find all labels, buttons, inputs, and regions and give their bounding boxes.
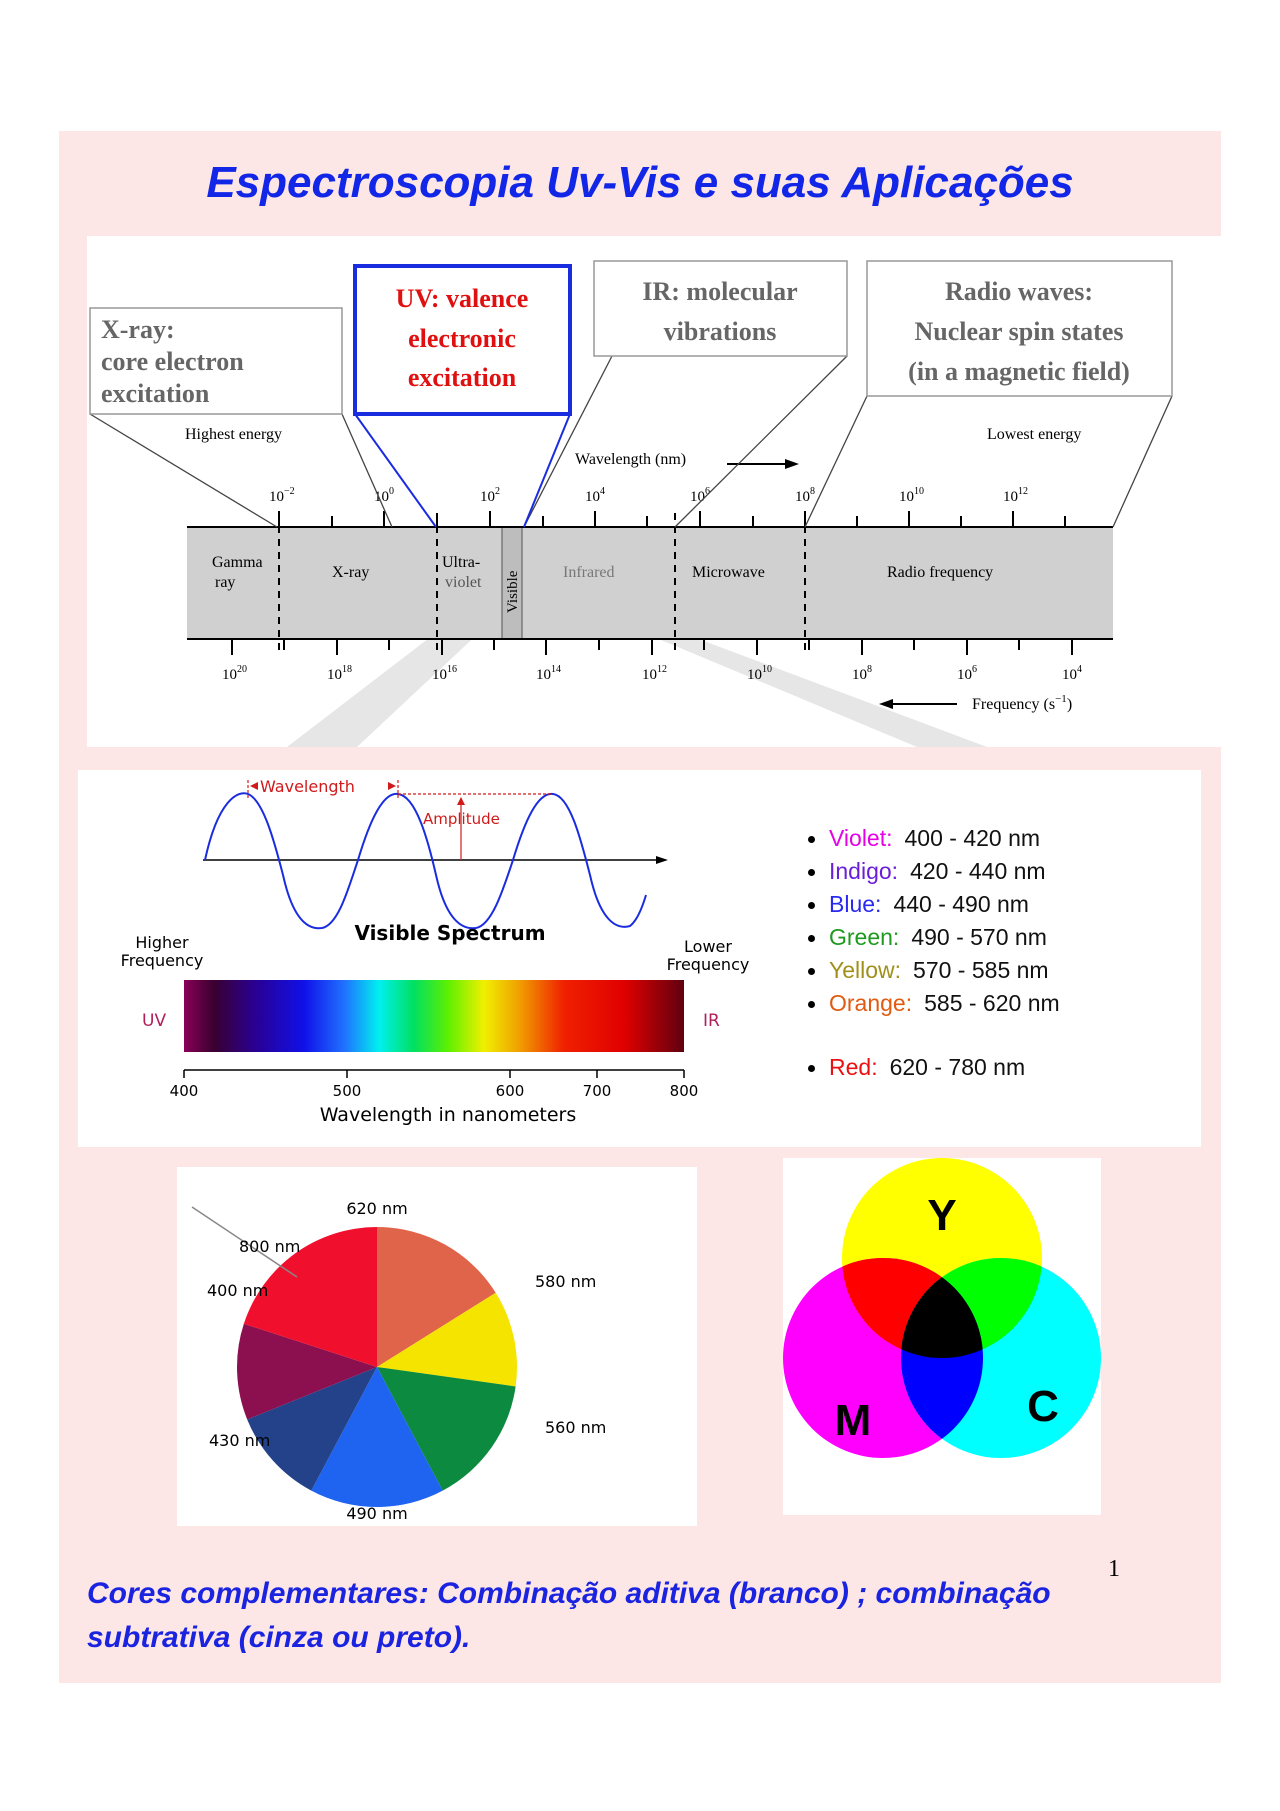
xray-callout-line2: core electron — [101, 347, 244, 376]
color-name: Red: — [829, 1054, 878, 1080]
color-wheel — [237, 1227, 517, 1507]
lower-frequency-line1: Lower — [684, 937, 732, 956]
uv-callout-line2: electronic — [408, 324, 516, 353]
list-item — [808, 924, 1047, 951]
wl-tick-6: $10^8$ — [795, 486, 815, 505]
wheel-label-430: 430 nm — [209, 1431, 271, 1450]
fr-tick-3: $10^{16}$ — [432, 664, 457, 683]
radio-callout-line2: Nuclear spin states — [914, 317, 1124, 346]
uv-callout-line3: excitation — [407, 363, 517, 392]
wheel-label-800: 800 nm — [239, 1237, 301, 1256]
fr-tick-5: $10^{12}$ — [642, 664, 667, 683]
wavelength-marker-label: Wavelength — [260, 777, 355, 796]
wave-axis-arrow-icon — [656, 856, 668, 864]
venn-label-m: M — [834, 1396, 872, 1445]
wavelength-left-arrow-icon — [250, 782, 258, 790]
color-range: 420 - 440 nm — [910, 858, 1046, 884]
radio-callout-line1: Radio waves: — [944, 277, 1094, 306]
visible-spectrum-title: Visible Spectrum — [354, 921, 546, 945]
fr-tick-8: $10^6$ — [957, 664, 977, 683]
region-gamma-1: Gamma — [212, 554, 263, 571]
wl-tick-5: $10^6$ — [690, 486, 710, 505]
spectrum-tick-600: 600 — [495, 1082, 525, 1100]
wheel-label-580: 580 nm — [535, 1272, 597, 1291]
color-name: Orange: — [829, 990, 913, 1016]
wavelength-tick-labels — [269, 486, 1028, 505]
higher-frequency-line2: Frequency — [120, 951, 204, 970]
fr-tick-7: $10^8$ — [852, 664, 872, 683]
wavelength-axis-label: Wavelength (nm) — [575, 451, 687, 468]
wheel-label-400: 400 nm — [207, 1281, 269, 1300]
list-item — [808, 957, 1049, 984]
color-name: Yellow: — [829, 957, 902, 983]
wl-tick-1: $10^{-2}$ — [269, 486, 295, 505]
spectrum-axis-label: Wavelength in nanometers — [319, 1104, 577, 1126]
spectrum-tick-400: 400 — [169, 1082, 199, 1100]
radio-callout-line3: (in a magnetic field) — [908, 357, 1130, 386]
region-gamma-2: ray — [215, 574, 236, 591]
page-title: Espectroscopia Uv-Vis e suas Aplicações — [206, 158, 1074, 207]
color-range: 490 - 570 nm — [911, 924, 1047, 950]
list-item — [808, 990, 1060, 1017]
wl-tick-8: $10^{12}$ — [1003, 486, 1028, 505]
wavelength-arrow-icon — [785, 459, 799, 469]
venn-label-y: Y — [927, 1191, 957, 1240]
bullet-icon — [808, 968, 815, 975]
spectrum-axis-ticks — [170, 1082, 699, 1100]
amplitude-marker-label: Amplitude — [423, 810, 500, 828]
bullet-icon — [808, 869, 815, 876]
wheel-label-560: 560 nm — [545, 1418, 607, 1437]
color-name: Violet: — [829, 825, 893, 851]
wl-tick-4: $10^4$ — [585, 486, 605, 505]
color-wheel-diagram — [177, 1167, 697, 1526]
list-item — [808, 891, 1029, 918]
color-wheel-panel — [177, 1167, 697, 1526]
color-range: 620 - 780 nm — [889, 1054, 1026, 1080]
ir-callout-line1: IR: molecular — [642, 277, 798, 306]
spectrum-tick-800: 800 — [669, 1082, 699, 1100]
fr-tick-9: $10^4$ — [1062, 664, 1082, 683]
frequency-tick-labels — [222, 664, 1082, 683]
lower-frequency-line2: Frequency — [666, 955, 750, 974]
fr-tick-6: $10^{10}$ — [747, 664, 772, 683]
wheel-label-490: 490 nm — [346, 1504, 408, 1523]
venn-label-c: C — [1027, 1382, 1059, 1431]
region-microwave: Microwave — [692, 564, 765, 581]
uv-callout-line1: UV: valence — [395, 284, 529, 313]
ir-callout-line2: vibrations — [663, 317, 777, 346]
list-item — [808, 1054, 1025, 1081]
list-item — [808, 825, 1040, 852]
fr-tick-1: $10^{20}$ — [222, 664, 247, 683]
frequency-axis-label: Frequency $(s^{-1})$ — [972, 693, 1073, 713]
subtractive-venn-panel — [783, 1158, 1101, 1515]
lowest-energy-label: Lowest energy — [987, 426, 1082, 443]
bullet-icon — [808, 1065, 815, 1072]
color-name: Green: — [829, 924, 900, 950]
spectrum-tick-500: 500 — [332, 1082, 362, 1100]
region-uv-1: Ultra- — [442, 554, 481, 571]
em-spectrum-diagram — [87, 236, 1224, 747]
cmy-venn-diagram — [783, 1158, 1101, 1515]
bullet-icon — [808, 935, 815, 942]
ir-label: IR — [703, 1011, 720, 1031]
amplitude-arrow-icon — [457, 797, 465, 805]
color-name: Indigo: — [829, 858, 899, 884]
list-item — [808, 858, 1046, 885]
color-name: Blue: — [829, 891, 882, 917]
uv-label: UV — [142, 1011, 167, 1031]
color-range: 440 - 490 nm — [893, 891, 1029, 917]
bullet-icon — [808, 836, 815, 843]
wl-tick-3: $10^2$ — [480, 486, 500, 505]
visible-spectrum-bar — [184, 980, 684, 1052]
fr-tick-4: $10^{14}$ — [536, 664, 561, 683]
wavelength-right-arrow-icon — [388, 782, 396, 790]
highest-energy-label: Highest energy — [185, 426, 283, 443]
page-number: 1 — [1108, 1556, 1120, 1582]
wheel-label-620: 620 nm — [346, 1199, 408, 1218]
region-uv-2: violet — [445, 574, 482, 591]
em-spectrum-panel — [87, 236, 1224, 747]
xray-callout-line3: excitation — [101, 379, 210, 408]
region-radio: Radio frequency — [887, 564, 994, 581]
color-range: 400 - 420 nm — [904, 825, 1041, 851]
color-range: 570 - 585 nm — [913, 957, 1049, 983]
xray-callout-line1: X-ray: — [101, 315, 175, 344]
region-visible: Visible — [505, 570, 521, 613]
bullet-icon — [808, 1001, 815, 1008]
caption-text: Cores complementares: Combinação aditiva (branco) ; combinação subtrativa (cinza ou preto). — [87, 1577, 1051, 1654]
fr-tick-2: $10^{18}$ — [327, 664, 352, 683]
spectrum-tick-700: 700 — [582, 1082, 612, 1100]
higher-frequency-line1: Higher — [135, 933, 189, 952]
wl-tick-7: $10^{10}$ — [899, 486, 924, 505]
region-xray: X-ray — [332, 564, 370, 581]
region-infrared: Infrared — [563, 564, 615, 581]
color-range: 585 - 620 nm — [924, 990, 1060, 1016]
bullet-icon — [808, 902, 815, 909]
wl-tick-2: $10^0$ — [374, 486, 394, 505]
